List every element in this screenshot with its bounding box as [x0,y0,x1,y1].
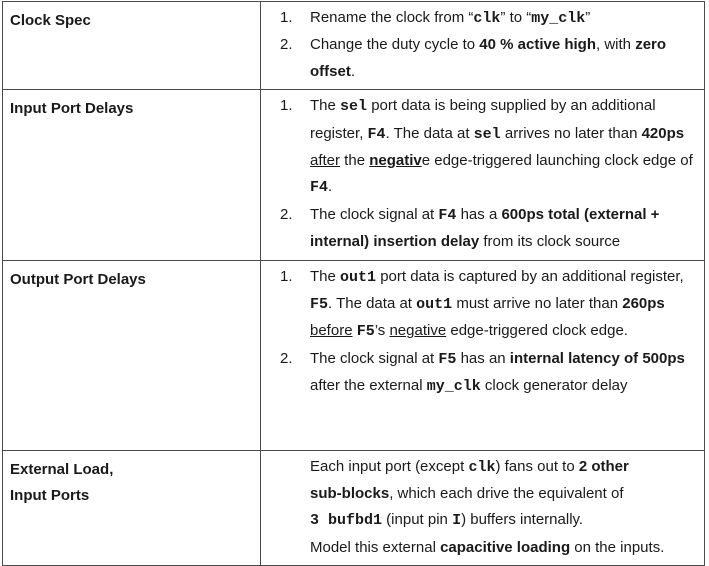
text-run: . [350,62,356,80]
item-text [310,268,684,340]
text-run: ” [585,9,591,26]
code-text: F4 [438,206,457,224]
bold-underlined-text [369,152,422,169]
text-run: ’s [374,322,390,340]
code-text: F4 [367,125,386,143]
code-text: sel [340,98,368,116]
item-number: 1. [280,9,293,26]
text-run: clock generator delay [480,377,628,395]
text-run: The [310,97,341,115]
text-run: has an [456,349,510,367]
bold-text: 40 % active high [479,36,596,54]
list-item [261,346,698,401]
row-label-output-port-delays: Output Port Delays [3,260,261,450]
text-run: port data is captured by an additional register, [376,267,684,285]
constraints-table [2,1,705,566]
row-label-line: Input Ports [10,486,90,504]
text-run: e edge-triggered launching clock edge of [421,152,693,170]
text-run: after the external [310,377,427,395]
text-run: must arrive no later than [452,295,623,313]
code-text: F4 [310,179,329,197]
underlined-text: before [310,322,353,340]
row-content-output-port-delays [261,260,705,450]
item-text [310,9,590,26]
text-run: . The data at [385,124,474,142]
text-run: The clock signal at [310,205,439,223]
table-row-clock-spec [3,2,705,90]
bold-text: 600ps total (external + internal) insertion delay [310,205,660,251]
text-run: The [310,267,341,285]
code-text: F5 [310,296,329,314]
text-run: , with [596,36,636,54]
content-line [261,454,698,481]
text-run: Model this external [310,538,441,556]
text-run: on the inputs. [570,538,665,556]
text-run: arrives no later than [500,124,642,142]
text-run: Each input port (except [310,457,469,475]
bold-text: zero offset [310,36,667,80]
content-line [261,507,698,534]
item-text [310,97,693,195]
text-run: . [328,178,333,196]
code-text: my_clk [531,10,586,27]
list-item [261,202,698,256]
underlined-text: after [310,152,341,170]
text-run: ) fans out to [495,457,579,475]
list-item [261,264,698,346]
code-text: I [452,512,462,530]
text-run: Change the duty cycle to [310,36,480,54]
bold-text: 260ps [622,295,665,313]
text-run: has a [456,205,502,223]
text-run: ” to “ [500,9,532,26]
code-text: out1 [340,268,377,286]
text-run: (input pin [382,511,453,529]
underlined-text: negativ [369,152,422,170]
row-content-input-port-delays [261,90,705,260]
bold-text: internal latency of 500ps [509,349,685,367]
text-run: from its clock source [479,233,621,251]
text-run: ) buffers internally. [461,511,584,529]
text-run: edge-triggered clock edge. [446,322,628,340]
row-label-input-port-delays: Input Port Delays [3,90,261,260]
bold-text: 420ps [641,124,685,142]
code-text: clk [468,458,496,476]
code-text: out1 [416,296,453,314]
row-label-external-load [3,450,261,566]
code-text: my_clk [426,378,481,396]
content-line [261,535,698,561]
item-number: 2. [280,349,293,367]
content-line [261,481,698,507]
item-number: 1. [280,267,293,285]
bold-text: 2 other [578,457,629,475]
list-item [261,32,698,85]
code-text: clk [473,10,501,27]
text-run: . The data at [328,295,417,313]
code-text: F5 [356,323,375,341]
bold-text: capacitive loading [440,538,571,556]
table-row-output-port-delays [3,260,705,450]
code-text: sel [473,125,501,143]
row-content-external-load [261,450,705,566]
item-number: 2. [280,205,293,223]
item-number: 1. [280,97,293,115]
table-row-input-port-delays [3,90,705,260]
table-row-external-load [3,450,705,566]
list-item [261,5,698,32]
item-text [310,350,685,394]
text-run: the [340,152,370,170]
bold-text: sub-blocks [310,485,390,503]
text-run: Rename the clock from “ [310,9,474,26]
row-label-line: External Load, [10,460,114,478]
text-run: The clock signal at [310,349,439,367]
text-run: port data is being supplied by an additional register, [310,97,656,142]
item-text [310,206,659,250]
item-text [310,36,666,79]
list-item [261,93,698,202]
underlined-text: negative [389,322,447,340]
row-content-clock-spec [261,2,705,90]
code-text: 3 bufbd1 [310,512,383,530]
row-label-clock-spec: Clock Spec [3,2,261,90]
item-number: 2. [280,36,293,54]
text-run: , which each drive the equivalent of [389,485,624,503]
code-text: F5 [438,350,457,368]
